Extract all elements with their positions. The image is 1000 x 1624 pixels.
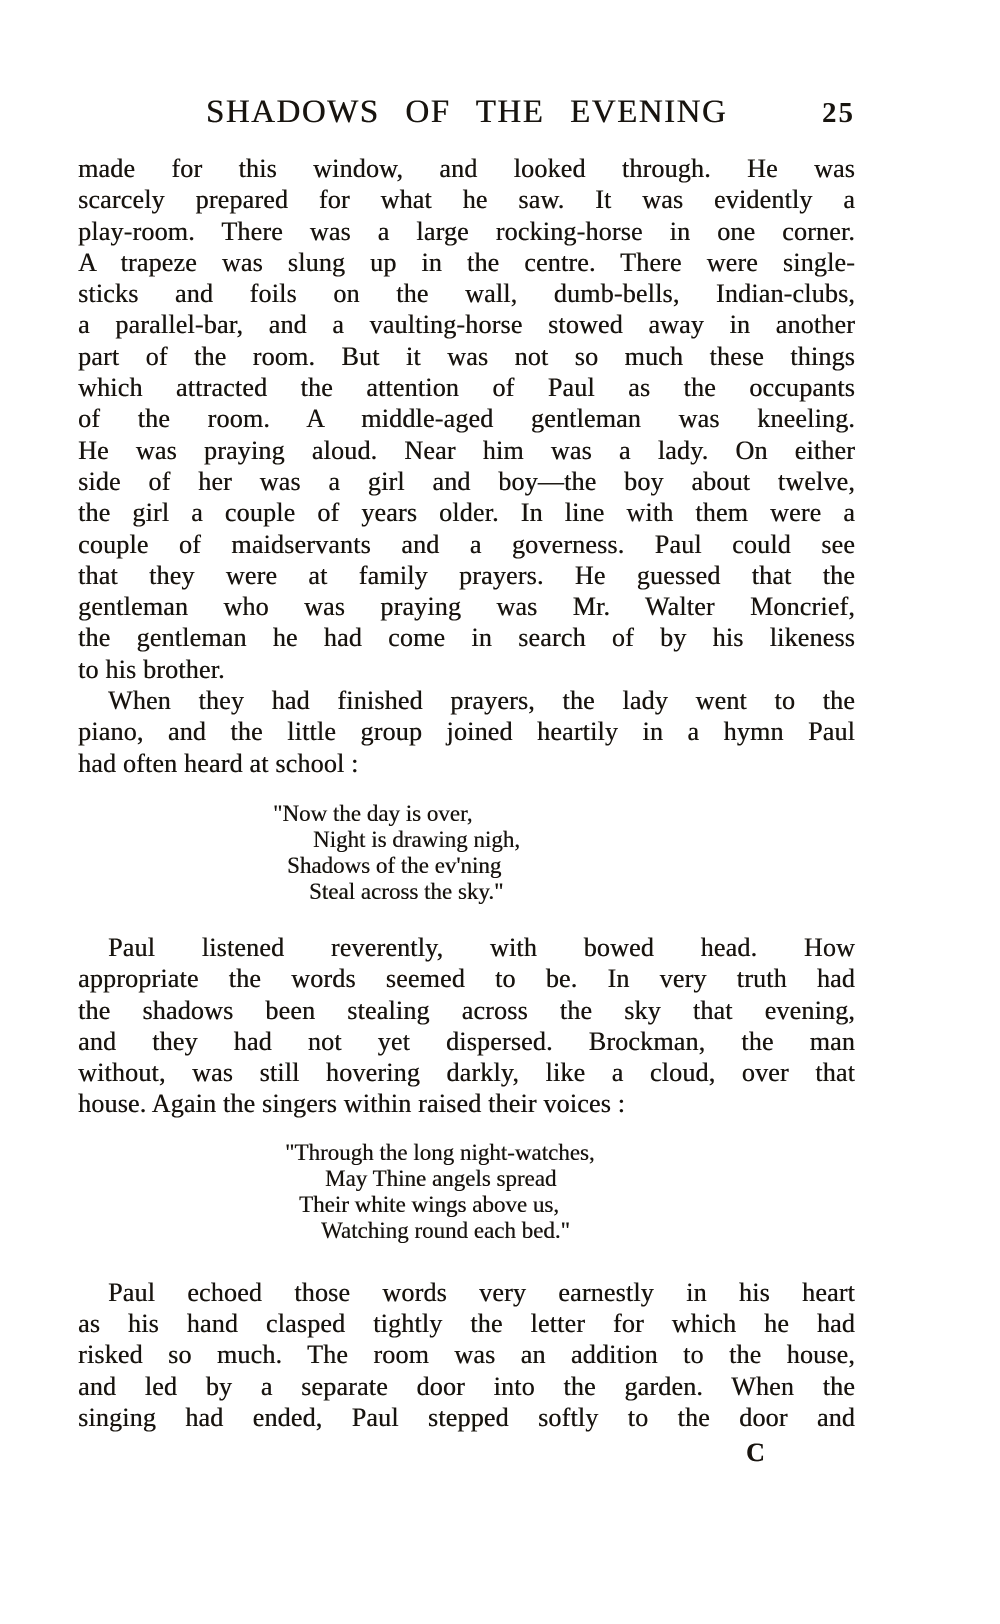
- text-line: Paul echoed those words very earnestly in his heart: [108, 1277, 855, 1307]
- text-line: had often heard at school :: [78, 748, 359, 778]
- verse-line: Shadows of the ev'ning: [287, 852, 502, 878]
- text-line: appropriate the words seemed to be. In very truth had: [78, 964, 855, 994]
- text-line: play-room. There was a large rocking-horse in one corner.: [78, 216, 855, 246]
- text-line: risked so much. The room was an addition to the house,: [78, 1340, 855, 1370]
- text-line: that they were at family prayers. He guessed that the: [78, 560, 855, 590]
- text-line: He was praying aloud. Near him was a lady. On either: [78, 435, 855, 465]
- hymn-verse: [273, 801, 855, 905]
- page-body: [78, 153, 855, 1433]
- text-line: a parallel-bar, and a vaulting-horse stowed away in another: [78, 310, 855, 340]
- paragraph: [78, 685, 855, 779]
- text-line: the gentleman he had come in search of by his likeness: [78, 623, 855, 653]
- text-line: the girl a couple of years older. In line with them were a: [78, 498, 855, 528]
- text-line: sticks and foils on the wall, dumb-bells, Indian-clubs,: [78, 279, 855, 309]
- text-line: side of her was a girl and boy—the boy about twelve,: [78, 466, 855, 496]
- verse-line: Their white wings above us,: [299, 1191, 559, 1217]
- printer-signature-mark: C: [746, 1438, 765, 1468]
- text-line: house. Again the singers within raised their voices :: [78, 1089, 626, 1119]
- text-line: scarcely prepared for what he saw. It was evidently a: [78, 185, 855, 215]
- text-line: and they had not yet dispersed. Brockman, the man: [78, 1026, 855, 1056]
- verse-line: Steal across the sky.": [309, 878, 504, 904]
- verse-line: "Now the day is over,: [273, 800, 473, 826]
- text-line: which attracted the attention of Paul as the occupants: [78, 373, 855, 403]
- text-line: gentleman who was praying was Mr. Walter Moncrief,: [78, 592, 855, 622]
- text-line: without, was still hovering darkly, like a cloud, over that: [78, 1058, 855, 1088]
- hymn-verse: [285, 1140, 855, 1244]
- text-line: When they had finished prayers, the lady went to the: [108, 686, 855, 716]
- verse-line: May Thine angels spread: [325, 1165, 557, 1191]
- verse-line: "Through the long night-watches,: [285, 1139, 595, 1165]
- text-line: couple of maidservants and a governess. Paul could see: [78, 529, 855, 559]
- text-line: and led by a separate door into the garden. When the: [78, 1371, 855, 1401]
- verse-line: Watching round each bed.": [321, 1217, 570, 1243]
- running-title: SHADOWS OF THE EVENING: [205, 94, 728, 130]
- text-line: Paul listened reverently, with bowed head. How: [108, 932, 855, 962]
- text-line: made for this window, and looked through. He was: [78, 154, 855, 183]
- text-line: of the room. A middle-aged gentleman was kneeling.: [78, 404, 855, 434]
- text-line: singing had ended, Paul stepped softly to the door and: [78, 1402, 855, 1432]
- text-line: piano, and the little group joined heartily in a hymn Paul: [78, 717, 855, 747]
- text-line: the shadows been stealing across the sky that evening,: [78, 995, 855, 1025]
- text-line: as his hand clasped tightly the letter for which he had: [78, 1309, 855, 1339]
- page-number: 25: [822, 97, 855, 129]
- verse-line: Night is drawing nigh,: [313, 826, 520, 852]
- paragraph: [78, 932, 855, 1120]
- page-header: [78, 95, 855, 129]
- paragraph: [78, 153, 855, 685]
- text-line: part of the room. But it was not so much these things: [78, 341, 855, 371]
- paragraph: [78, 1277, 855, 1433]
- text-line: A trapeze was slung up in the centre. There were single-: [78, 247, 855, 277]
- text-line: to his brother.: [78, 654, 225, 684]
